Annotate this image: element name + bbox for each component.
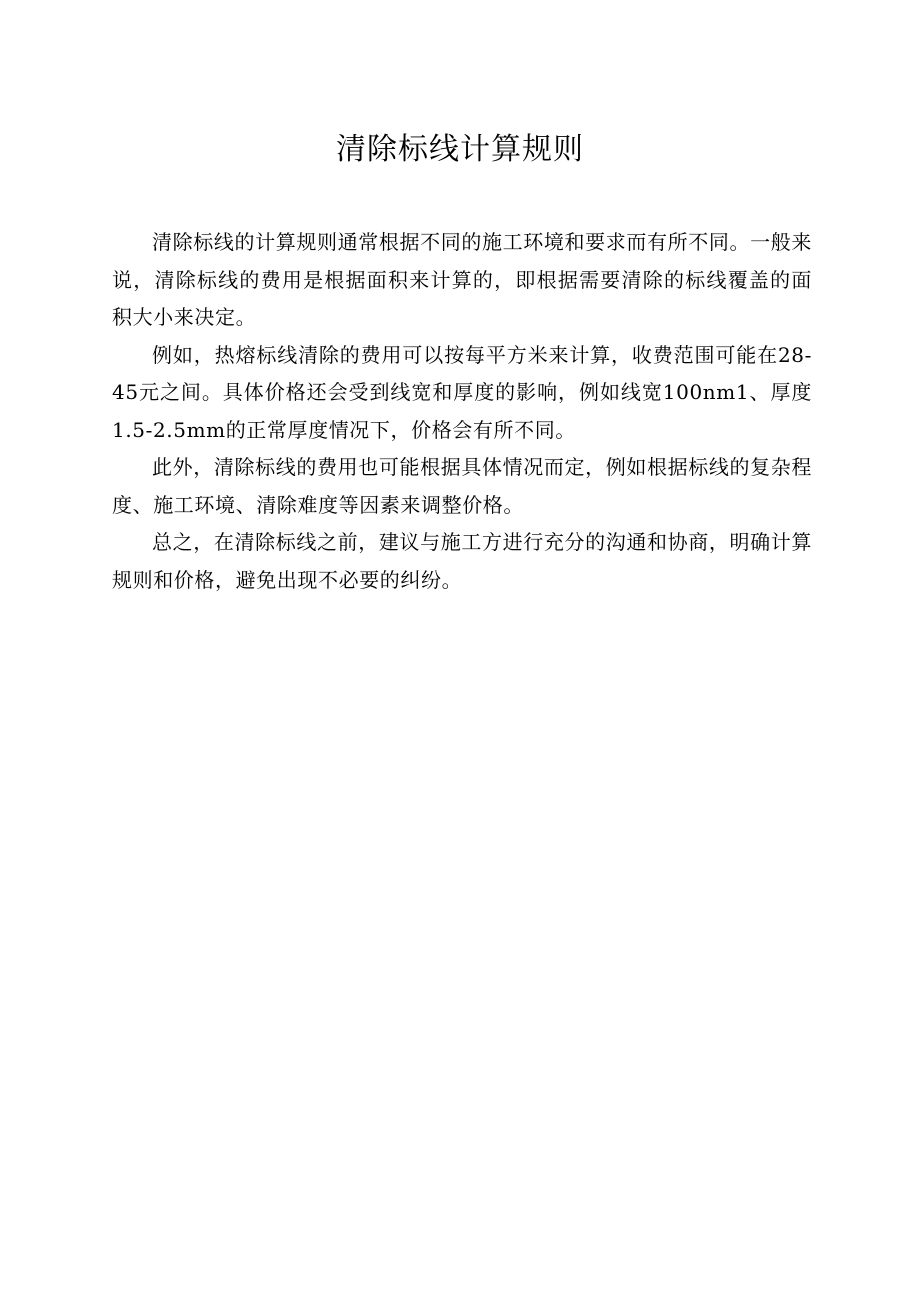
paragraph-example: 例如，热熔标线清除的费用可以按每平方米来计算，收费范围可能在28-45元之间。具体价格还会受到线宽和厚度的影响，例如线宽100nm1、厚度1.5-2.5mm的正常厚度情况下，价格会有所不同。 — [112, 342, 812, 442]
document-body — [112, 224, 812, 599]
paragraph-conclusion: 总之，在清除标线之前，建议与施工方进行充分的沟通和协商，明确计算规则和价格，避免出现不必要的纠纷。 — [112, 530, 812, 592]
paragraph-intro: 清除标线的计算规则通常根据不同的施工环境和要求而有所不同。一般来说，清除标线的费用是根据面积来计算的，即根据需要清除的标线覆盖的面积大小来决定。 — [112, 230, 812, 329]
page-title: 清除标线计算规则 — [336, 132, 584, 167]
paragraph-additional: 此外，清除标线的费用也可能根据具体情况而定，例如根据标线的复杂程度、施工环境、清除难度等因素来调整价格。 — [112, 455, 812, 517]
